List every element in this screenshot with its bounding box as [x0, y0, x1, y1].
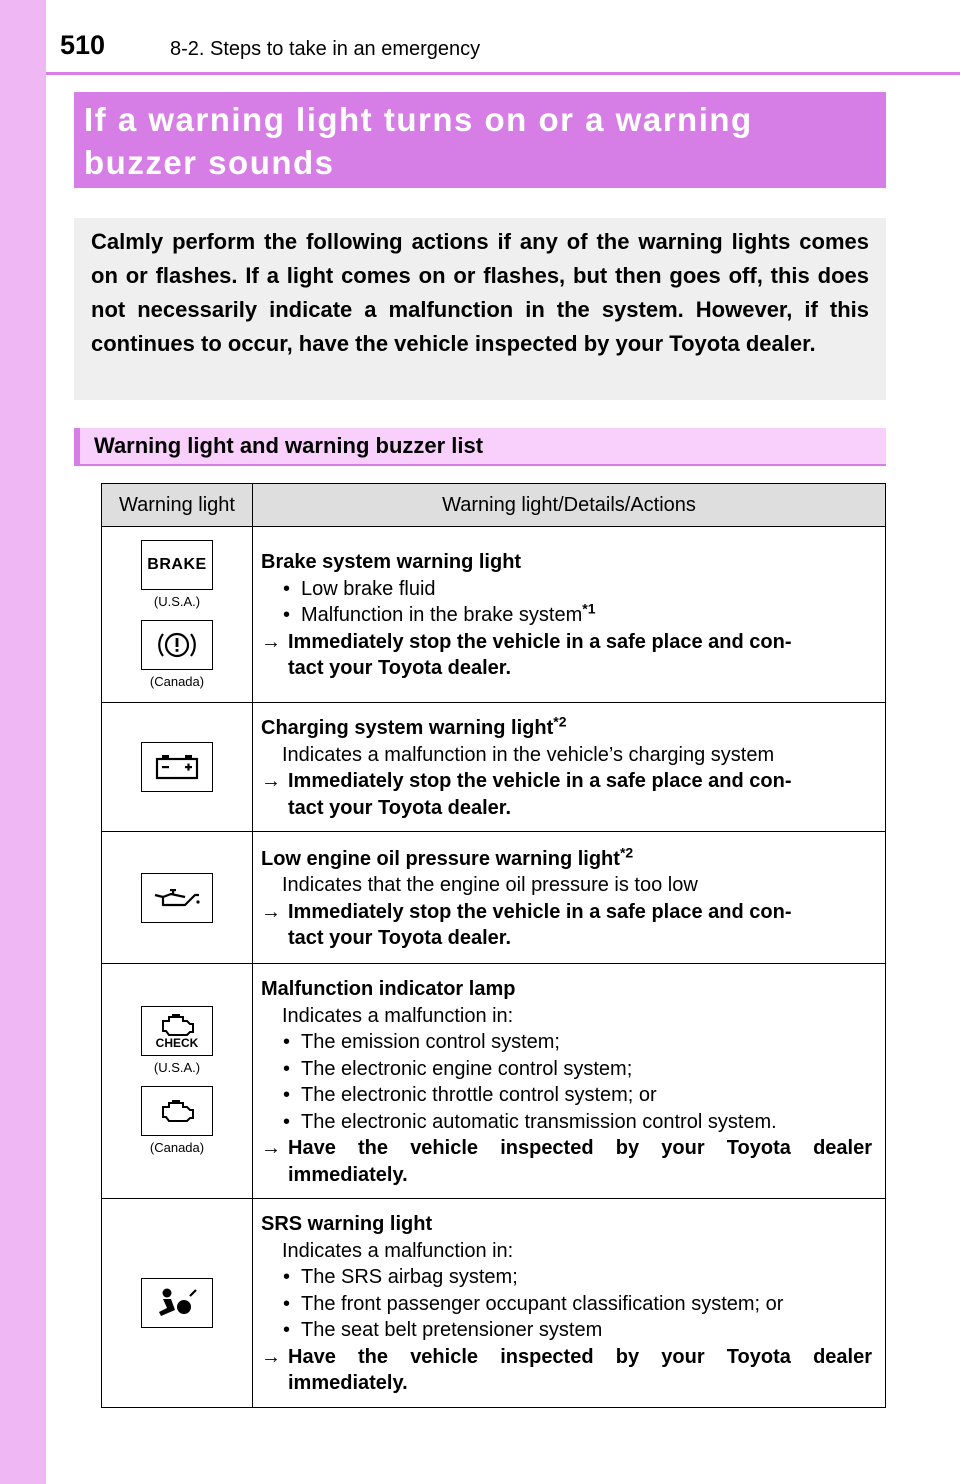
action-line: → Immediately stop the vehicle in a safe place and con- tact your Toyota dealer.: [261, 899, 872, 952]
action-arrow: →: [261, 900, 281, 923]
action-arrow: →: [261, 630, 281, 653]
bullet-item: • Low brake fluid: [261, 576, 872, 603]
oil-can-icon: [141, 873, 213, 923]
warning-description: Indicates that the engine oil pressure is too low: [282, 874, 698, 896]
action-line: → Immediately stop the vehicle in a safe place and con- tact your Toyota dealer.: [261, 768, 872, 821]
table-row-charging: [102, 703, 886, 832]
brake-exclamation-icon: [141, 620, 213, 670]
bullet-item: • The electronic throttle control system; or: [261, 1082, 872, 1109]
table-header-row: [102, 484, 886, 527]
icon-cell: [102, 703, 253, 832]
warning-description: Indicates a malfunction in:: [282, 1239, 514, 1262]
intro-box: [74, 218, 886, 400]
page-title: If a warning light turns on or a warning buzzer sounds: [84, 101, 753, 181]
check-engine-icon: CHECK: [141, 1006, 213, 1056]
region-label: (Canada): [149, 1140, 205, 1155]
details-cell: [253, 1199, 886, 1408]
page-side-tab: [0, 0, 46, 1484]
action-line: → Immediately stop the vehicle in a safe place and con- tact your Toyota dealer.: [261, 629, 872, 682]
engine-icon: [141, 1086, 213, 1136]
warning-description: Indicates a malfunction in the vehicle’s charging system: [282, 743, 775, 766]
battery-icon: [141, 742, 213, 792]
region-label: (Canada): [149, 673, 205, 689]
bullet-item: • The electronic automatic transmission control system.: [261, 1109, 872, 1136]
details-cell: [253, 527, 886, 703]
subheading-text: Warning light and warning buzzer list: [94, 433, 484, 458]
subheading: [74, 428, 886, 466]
table-row-oil-pressure: [102, 832, 886, 964]
region-label: (U.S.A.): [153, 593, 201, 609]
action-arrow: →: [261, 770, 281, 792]
warning-title: Low engine oil pressure warning light$^{*2}$: [261, 843, 634, 870]
warning-title: SRS warning light: [261, 1213, 433, 1235]
bullet-item: • Malfunction in the brake system$^{*1}$: [261, 602, 872, 629]
table-row-malfunction-indicator: [102, 964, 886, 1199]
icon-cell: [102, 527, 253, 703]
action-arrow: →: [261, 1345, 281, 1368]
header-rule: [46, 72, 960, 75]
warning-title: Charging system warning light$^{*2}$: [261, 713, 567, 739]
action-line: → Have the vehicle inspected by your Toyota dealer immediately.: [261, 1135, 872, 1188]
bullet-item: • The front passenger occupant classification system; or: [261, 1291, 872, 1318]
action-arrow: →: [261, 1137, 281, 1159]
title-banner: [74, 92, 886, 188]
warning-title: Brake system warning light: [261, 551, 522, 574]
table-row-srs: [102, 1199, 886, 1408]
details-cell: [253, 703, 886, 832]
column-header-details: Warning light/Details/Actions: [253, 484, 886, 527]
brake-text-icon: BRAKE: [141, 540, 213, 590]
intro-text: Calmly perform the following actions if any of the warning lights comes on or flashes. If a light comes on or flashes, but then goes off, this does not necessarily indicate a malfunction in the system. However, if this continues to occur, have the vehicle inspected by your Toyota dealer.: [91, 229, 869, 356]
region-label: (U.S.A.): [153, 1060, 201, 1075]
warning-description: Indicates a malfunction in:: [282, 1004, 514, 1027]
footnote-ref: *1: [582, 600, 596, 617]
bullet-item: • The electronic engine control system;: [261, 1056, 872, 1083]
footnote-ref: *2: [553, 713, 567, 730]
bullet-item: • The emission control system;: [261, 1029, 872, 1056]
icon-cell: [102, 964, 253, 1199]
srs-airbag-icon: [141, 1278, 213, 1328]
warning-title: Malfunction indicator lamp: [261, 978, 516, 1000]
page-number: 510: [60, 30, 106, 60]
table-row-brake: [102, 527, 886, 703]
bullet-item: • The seat belt pretensioner system: [261, 1317, 872, 1344]
icon-cell: [102, 1199, 253, 1408]
icon-cell: [102, 832, 253, 964]
details-cell: [253, 964, 886, 1199]
bullet-item: • The SRS airbag system;: [261, 1264, 872, 1291]
details-cell: [253, 832, 886, 964]
section-label: 8-2. Steps to take in an emergency: [170, 38, 481, 60]
footnote-ref: *2: [619, 843, 634, 860]
column-header-warning-light: Warning light: [102, 484, 253, 527]
warning-light-table: [101, 483, 886, 1408]
action-line: → Have the vehicle inspected by your Toyota dealer immediately.: [261, 1344, 872, 1397]
